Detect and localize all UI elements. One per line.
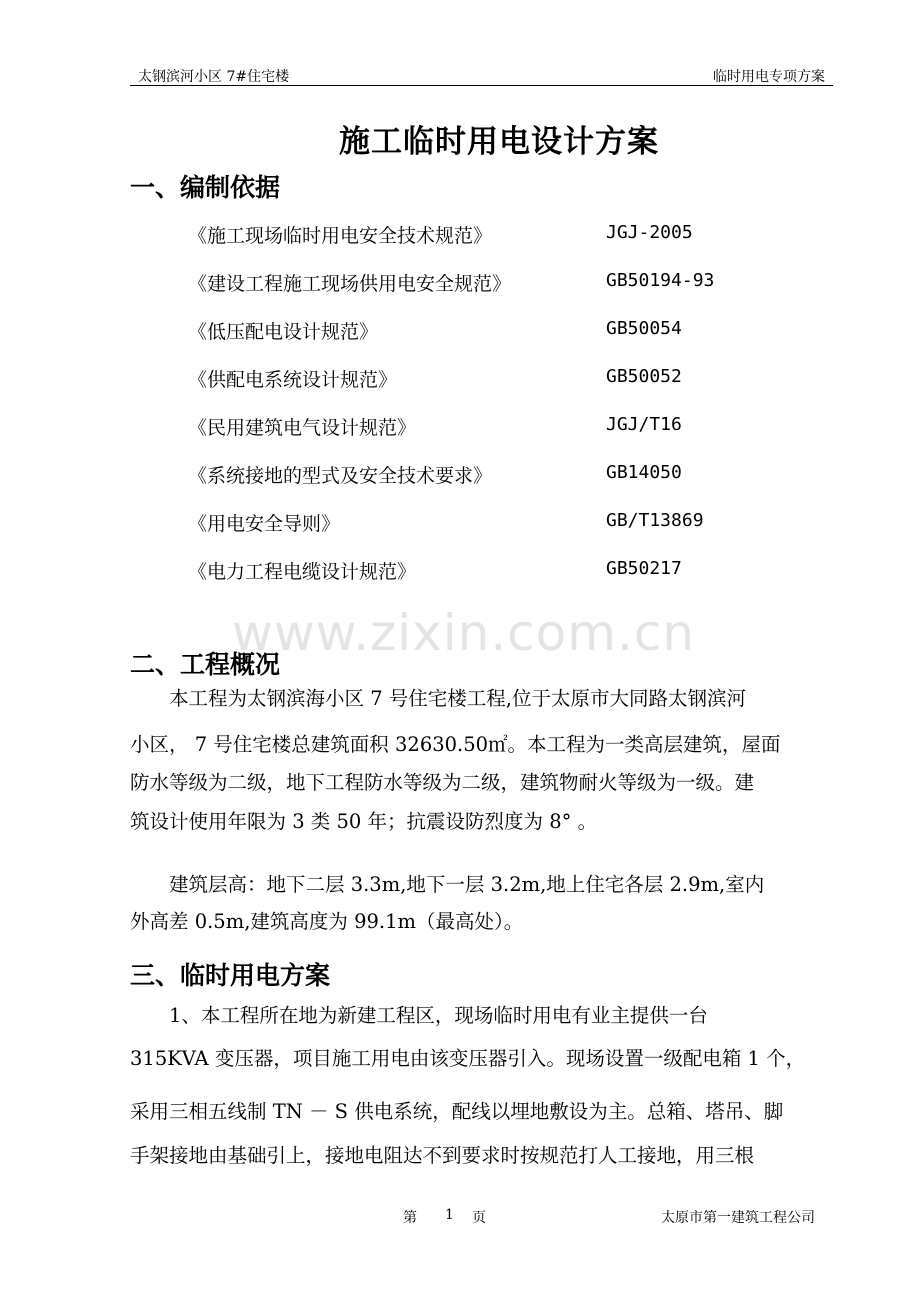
reference-code: GB50052 bbox=[606, 366, 682, 387]
section-heading-overview: 二、工程概况 bbox=[130, 650, 281, 679]
header-document-type: 临时用电专项方案 bbox=[713, 69, 825, 85]
footer-page-prefix: 第 bbox=[403, 1210, 417, 1226]
text-line: 315KVA 变压器，项目施工用电由该变压器引入。现场设置一级配电箱 1 个， bbox=[130, 1047, 806, 1070]
reference-name: 《施工现场临时用电安全技术规范》 bbox=[188, 225, 493, 247]
reference-name: 《建设工程施工现场供用电安全规范》 bbox=[188, 273, 512, 295]
reference-code: GB/T13869 bbox=[606, 510, 704, 531]
reference-code: GB50217 bbox=[606, 558, 682, 579]
reference-code: GB14050 bbox=[606, 462, 682, 483]
header-project-name: 太钢滨河小区 7#住宅楼 bbox=[138, 69, 290, 85]
reference-code: GB50194-93 bbox=[606, 270, 715, 291]
text-line: 采用三相五线制 TN － S 供电系统，配线以埋地敷设为主。总箱、塔吊、脚 bbox=[130, 1100, 784, 1123]
text-line: 小区， 7 号住宅楼总建筑面积 32630.50㎡。本工程为一类高层建筑，屋面 bbox=[130, 733, 781, 756]
text-line: 本工程为太钢滨海小区 7 号住宅楼工程,位于太原市大同路太钢滨河 bbox=[130, 687, 747, 710]
header-divider bbox=[130, 85, 833, 86]
reference-name: 《民用建筑电气设计规范》 bbox=[188, 417, 417, 439]
section-heading-basis: 一、编制依据 bbox=[130, 173, 281, 202]
footer-company: 太原市第一建筑工程公司 bbox=[661, 1210, 815, 1226]
reference-name: 《供配电系统设计规范》 bbox=[188, 369, 398, 391]
page-title: 施工临时用电设计方案 bbox=[339, 124, 659, 160]
text-line: 手架接地由基础引上，接地电阻达不到要求时按规范打人工接地，用三根 bbox=[130, 1144, 755, 1167]
watermark: www.zixin.com.cn bbox=[232, 604, 696, 662]
section-heading-power-plan: 三、临时用电方案 bbox=[130, 961, 331, 990]
footer-page-suffix: 页 bbox=[472, 1210, 486, 1226]
text-line: 外高差 0.5m,建筑高度为 99.1m（最高处）。 bbox=[130, 910, 524, 933]
text-line: 1、本工程所在地为新建工程区，现场临时用电有业主提供一台 bbox=[130, 1004, 708, 1027]
text-line: 筑设计使用年限为 3 类 50 年；抗震设防烈度为 8° 。 bbox=[130, 810, 598, 833]
reference-name: 《低压配电设计规范》 bbox=[188, 321, 379, 343]
text-line: 建筑层高：地下二层 3.3m,地下一层 3.2m,地上住宅各层 2.9m,室内 bbox=[130, 873, 765, 896]
reference-code: JGJ-2005 bbox=[606, 222, 693, 243]
footer-page-number: 1 bbox=[445, 1207, 454, 1223]
reference-code: JGJ/T16 bbox=[606, 414, 682, 435]
reference-code: GB50054 bbox=[606, 318, 682, 339]
reference-name: 《电力工程电缆设计规范》 bbox=[188, 561, 417, 583]
reference-name: 《用电安全导则》 bbox=[188, 513, 341, 535]
text-line: 防水等级为二级，地下工程防水等级为二级，建筑物耐火等级为一级。建 bbox=[130, 771, 755, 794]
reference-name: 《系统接地的型式及安全技术要求》 bbox=[188, 465, 493, 487]
